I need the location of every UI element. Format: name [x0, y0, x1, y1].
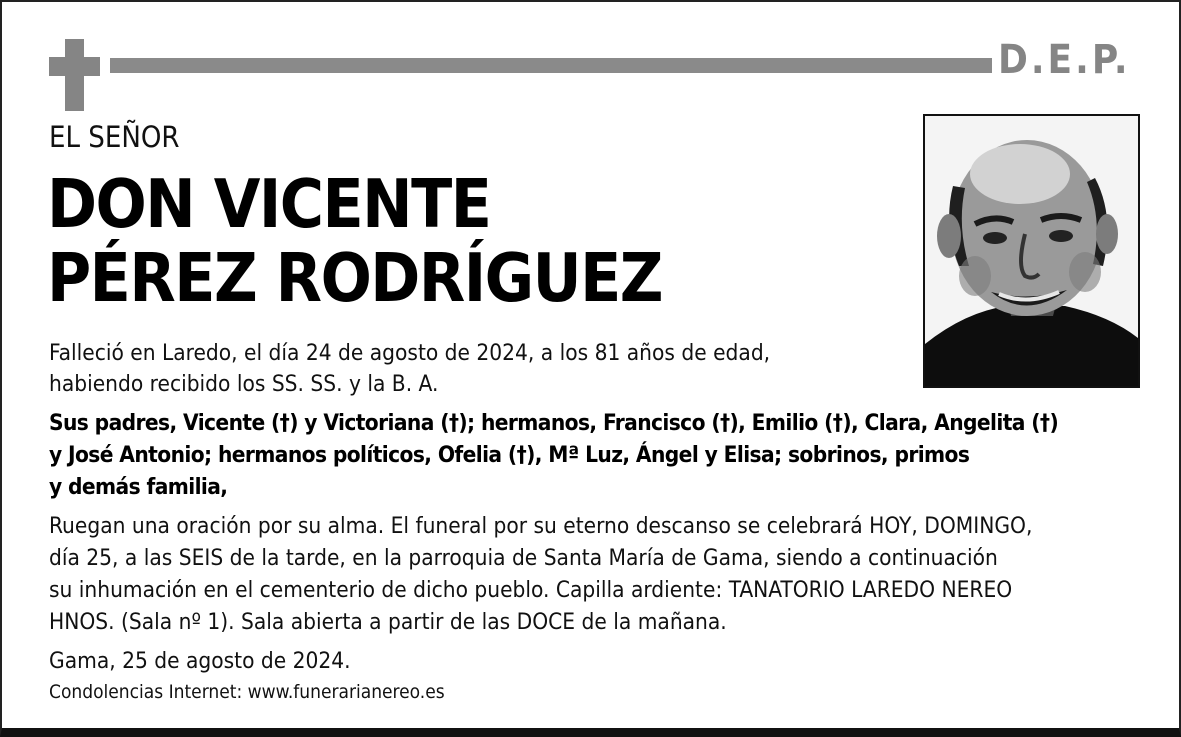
- death-line-1: Falleció en Laredo, el día 24 de agosto de 2024, a los 81 años de edad,: [49, 340, 771, 366]
- header-rule: [110, 58, 992, 73]
- portrait-photo: [923, 114, 1140, 388]
- funeral-line-2: día 25, a las SEIS de la tarde, en la parroquia de Santa María de Gama, siendo a continuación: [49, 545, 998, 571]
- family-line-3: y demás familia,: [49, 474, 228, 500]
- deceased-name: [47, 167, 662, 315]
- funeral-line-3: su inhumación en el cementerio de dicho pueblo. Capilla ardiente: TANATORIO LAREDO NEREO: [49, 577, 1013, 603]
- family-line-1: Sus padres, Vicente (†) y Victoriana (†); hermanos, Francisco (†), Emilio (†), Clara, Angelita (†): [49, 410, 1059, 436]
- death-line-2: habiendo recibido los SS. SS. y la B. A.: [49, 371, 439, 397]
- cross-icon-bar: [49, 57, 100, 76]
- family-line-2: y José Antonio; hermanos políticos, Ofelia (†), Mª Luz, Ángel y Elisa; sobrinos, primos: [49, 442, 970, 468]
- funeral-line-4: HNOS. (Sala nº 1). Sala abierta a partir de las DOCE de la mañana.: [49, 609, 727, 635]
- dep-label: D.E.P.: [998, 37, 1131, 83]
- funeral-line-1: Ruegan una oración por su alma. El funeral por su eterno descanso se celebrará HOY, DOMINGO,: [49, 513, 1033, 539]
- name-line-2: PÉREZ RODRÍGUEZ: [47, 239, 662, 317]
- portrait-illustration: [925, 116, 1138, 386]
- title-prefix: EL SEÑOR: [49, 120, 180, 154]
- name-line-1: DON VICENTE: [47, 165, 491, 243]
- condolences-text: Condolencias Internet: www.funerarianereo.es: [49, 681, 445, 703]
- place-date: Gama, 25 de agosto de 2024.: [49, 648, 351, 674]
